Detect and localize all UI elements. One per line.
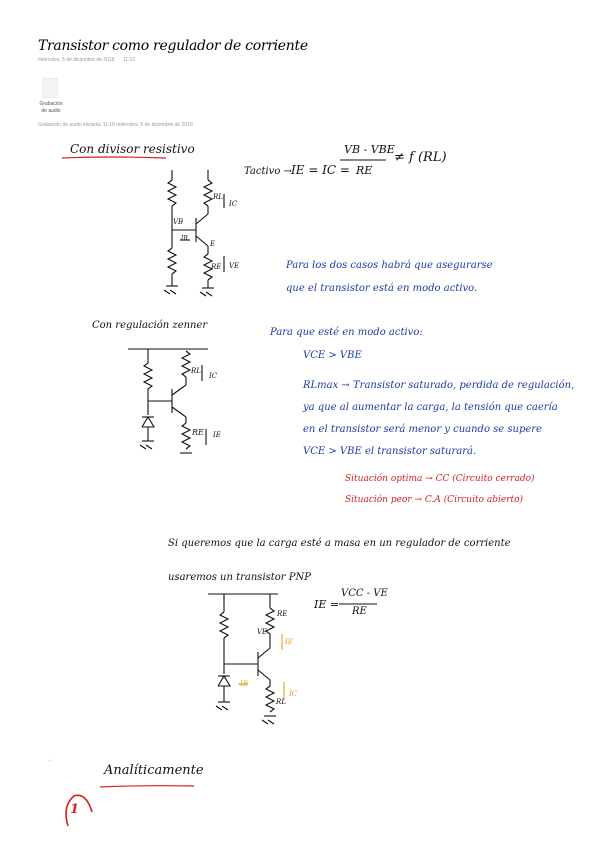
analytical-heading-underline (100, 784, 200, 789)
pnp-formula-lhs: IE = (314, 598, 340, 611)
c1-label-ve: VE (229, 262, 240, 270)
c2-label-ic: IC (209, 372, 218, 380)
audio-recording-meta: Grabación de audio iniciada: 11:16 miércoles, 5 de diciembre de 2018 (38, 122, 193, 128)
pnp-formula-denominator: RE (352, 606, 367, 617)
c2-label-re: RE (192, 428, 204, 437)
rlmax-note-2: ya que al aumentar la carga, la tensión que caería (303, 402, 558, 413)
circuit-zener (128, 345, 223, 455)
audio-file-icon[interactable] (42, 78, 58, 98)
rlmax-note-1: RLmax → Transistor saturado, perdida de regulación, (303, 380, 575, 391)
rlmax-note-4: VCE > VBE el transistor saturará. (303, 446, 477, 457)
formula-numerator: VB - VBE (344, 143, 395, 156)
c1-label-vb: VB (173, 218, 184, 226)
c2-label-ie: IE (213, 431, 221, 439)
note-datetime (38, 57, 135, 63)
c3-label-rl: RL (276, 698, 286, 706)
formula-denominator: RE (356, 164, 373, 177)
pnp-formula-numerator: VCC - VE (341, 588, 388, 599)
formula-suffix: ≠ f (RL) (394, 150, 447, 165)
c3-label-re: RE (277, 610, 288, 618)
audio-label-line-1: Grabación (39, 101, 63, 107)
circuit-divisor-resistivo (160, 168, 240, 303)
audio-attachment-label[interactable] (36, 101, 66, 115)
active-condition-vce: VCE > VBE (303, 350, 362, 361)
c3-label-ic: IC (289, 690, 298, 698)
formula-ie-ic: IE = IC = (291, 163, 350, 177)
optimal-situation: Situación optima → CC (Circuito cerrado) (345, 474, 535, 484)
c1-label-ib: IB (181, 235, 188, 242)
rlmax-note-3: en el transistor será menor y cuando se supere (303, 424, 542, 435)
formula-prefix: Tactivo → (244, 166, 292, 177)
pnp-intro-line-2: usaremos un transistor PNP (168, 572, 311, 583)
c3-label-ib: IB (240, 680, 248, 688)
active-mode-note-2: que el transistor está en modo activo. (286, 283, 478, 294)
page-title: Transistor como regulador de corriente (38, 38, 308, 54)
note-date: miércoles, 5 de diciembre de 2018 (38, 57, 115, 63)
c3-label-ve: VE (257, 628, 268, 636)
formula-fraction-bar (340, 159, 390, 162)
c1-label-rl: RL (213, 193, 223, 201)
c1-label-e: E (210, 240, 216, 248)
analytical-heading: Analíticamente (104, 763, 204, 778)
audio-label-line-2: de audio (41, 108, 61, 114)
c1-label-re: RE (211, 263, 222, 271)
list-marker-number: 1 (70, 802, 80, 817)
c1-label-ic: IC (229, 200, 238, 208)
active-condition-title: Para que esté en modo activo: (270, 327, 423, 338)
section2-heading: Con regulación zenner (92, 320, 208, 331)
c2-label-rl: RL (191, 367, 201, 375)
section1-heading: Con divisor resistivo (70, 142, 195, 156)
red-dot-mark: · (48, 757, 51, 764)
worst-situation: Situación peor → C.A (Circuito abierto) (345, 495, 524, 505)
circuit-pnp (208, 590, 303, 725)
c3-label-ie: IE (285, 638, 293, 646)
active-mode-note-1: Para los dos casos habrá que asegurarse (286, 260, 493, 271)
section1-heading-underline (60, 155, 170, 161)
note-time: 11:13 (122, 57, 135, 63)
pnp-intro-line-1: Si queremos que la carga esté a masa en un regulador de corriente (168, 538, 511, 549)
